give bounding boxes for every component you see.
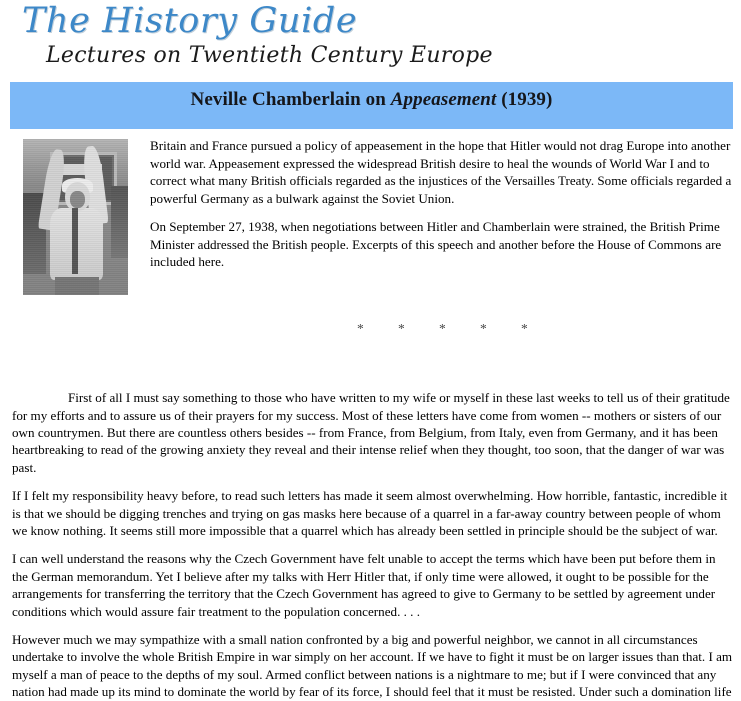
asterisk-glyph: *	[398, 321, 405, 337]
article-body	[0, 129, 741, 700]
speech-paragraph-3: I can well understand the reasons why the Czech Government have felt unable to accept the terms which have been put before them in the German memorandum. Yet I believe after my talks with Herr Hitler that, if only time were allowed, it ought to be possible for the arrangements for transferring the territory that the Czech Government has agreed to give to Germany to be settled by agreement under conditions which would assure fair treatment to the population concerned. . . .	[12, 551, 716, 619]
page-title-emphasis: Appeasement	[390, 89, 497, 111]
speech-paragraph-1: First of all I must say something to those who have written to my wife or myself in these last weeks to tell us of their gratitude for my efforts and to assure us of their prayers for my success. Most of these letters have come from women -- mothers or sisters of our own countrymen. But there are countless others besides -- from France, from Belgium, from Italy, even from Germany, and it has been heartbreaking to read of the growing anxiety they reveal and their intense relief when they thought, too soon, that the danger of war was past.	[12, 390, 730, 475]
asterisk-divider	[12, 281, 733, 379]
site-masthead	[0, 0, 741, 68]
intro-paragraph-1: Britain and France pursued a policy of appeasement in the hope that Hitler would not drag Europe into another world war. Appeasement expressed the widespread British desire to heal the wounds of World War I and to correct what many British officials regarded as the injustices of the Versailles Treaty. Some officials regarded a powerful Germany as a bulwark against the Soviet Union.	[150, 138, 732, 206]
site-tagline: Lectures on Twentieth Century Europe	[46, 43, 493, 69]
asterisk-glyph: *	[439, 321, 446, 337]
intro-paragraph-2: On September 27, 1938, when negotiations between Hitler and Chamberlain were strained, the British Prime Minister addressed the British people. Excerpts of this speech and another before the House of Commons are included here.	[150, 219, 722, 269]
asterisk-divider-glyphs	[12, 320, 733, 338]
asterisk-glyph: *	[357, 321, 364, 337]
site-logo: The History Guide	[22, 1, 358, 41]
speech-paragraph-2: If I felt my responsibility heavy before, to read such letters has made it seem almost overwhelming. How horrible, fantastic, incredible it is that we should be digging trenches and trying on gas masks here because of a quarrel in a far-away country between people of whom we know nothing. It seems still more impossible that a quarrel which has already been settled in principle should be the subject of war.	[12, 488, 728, 538]
speech-paragraph-4: However much we may sympathize with a small nation confronted by a big and powerful neighbor, we cannot in all circumstances undertake to involve the whole British Empire in war simply on her account. If we have to fight it must be on larger issues than that. I am myself a man of peace to the depths of my soul. Armed conflict between nations is a nightmare to me; but if I were convinced that any nation had made up its mind to dominate the world by fear of its force, I should feel that it must be resisted. Under such a domination life	[12, 631, 733, 700]
page-title-suffix: (1939)	[496, 89, 553, 111]
asterisk-glyph: *	[480, 321, 487, 337]
asterisk-glyph: *	[521, 321, 528, 337]
photo-grain-overlay	[23, 139, 128, 295]
page-title	[191, 82, 553, 111]
page-title-prefix: Neville Chamberlain on	[190, 89, 391, 111]
page-title-banner	[10, 82, 733, 129]
chamberlain-crowd-photo	[23, 139, 128, 295]
